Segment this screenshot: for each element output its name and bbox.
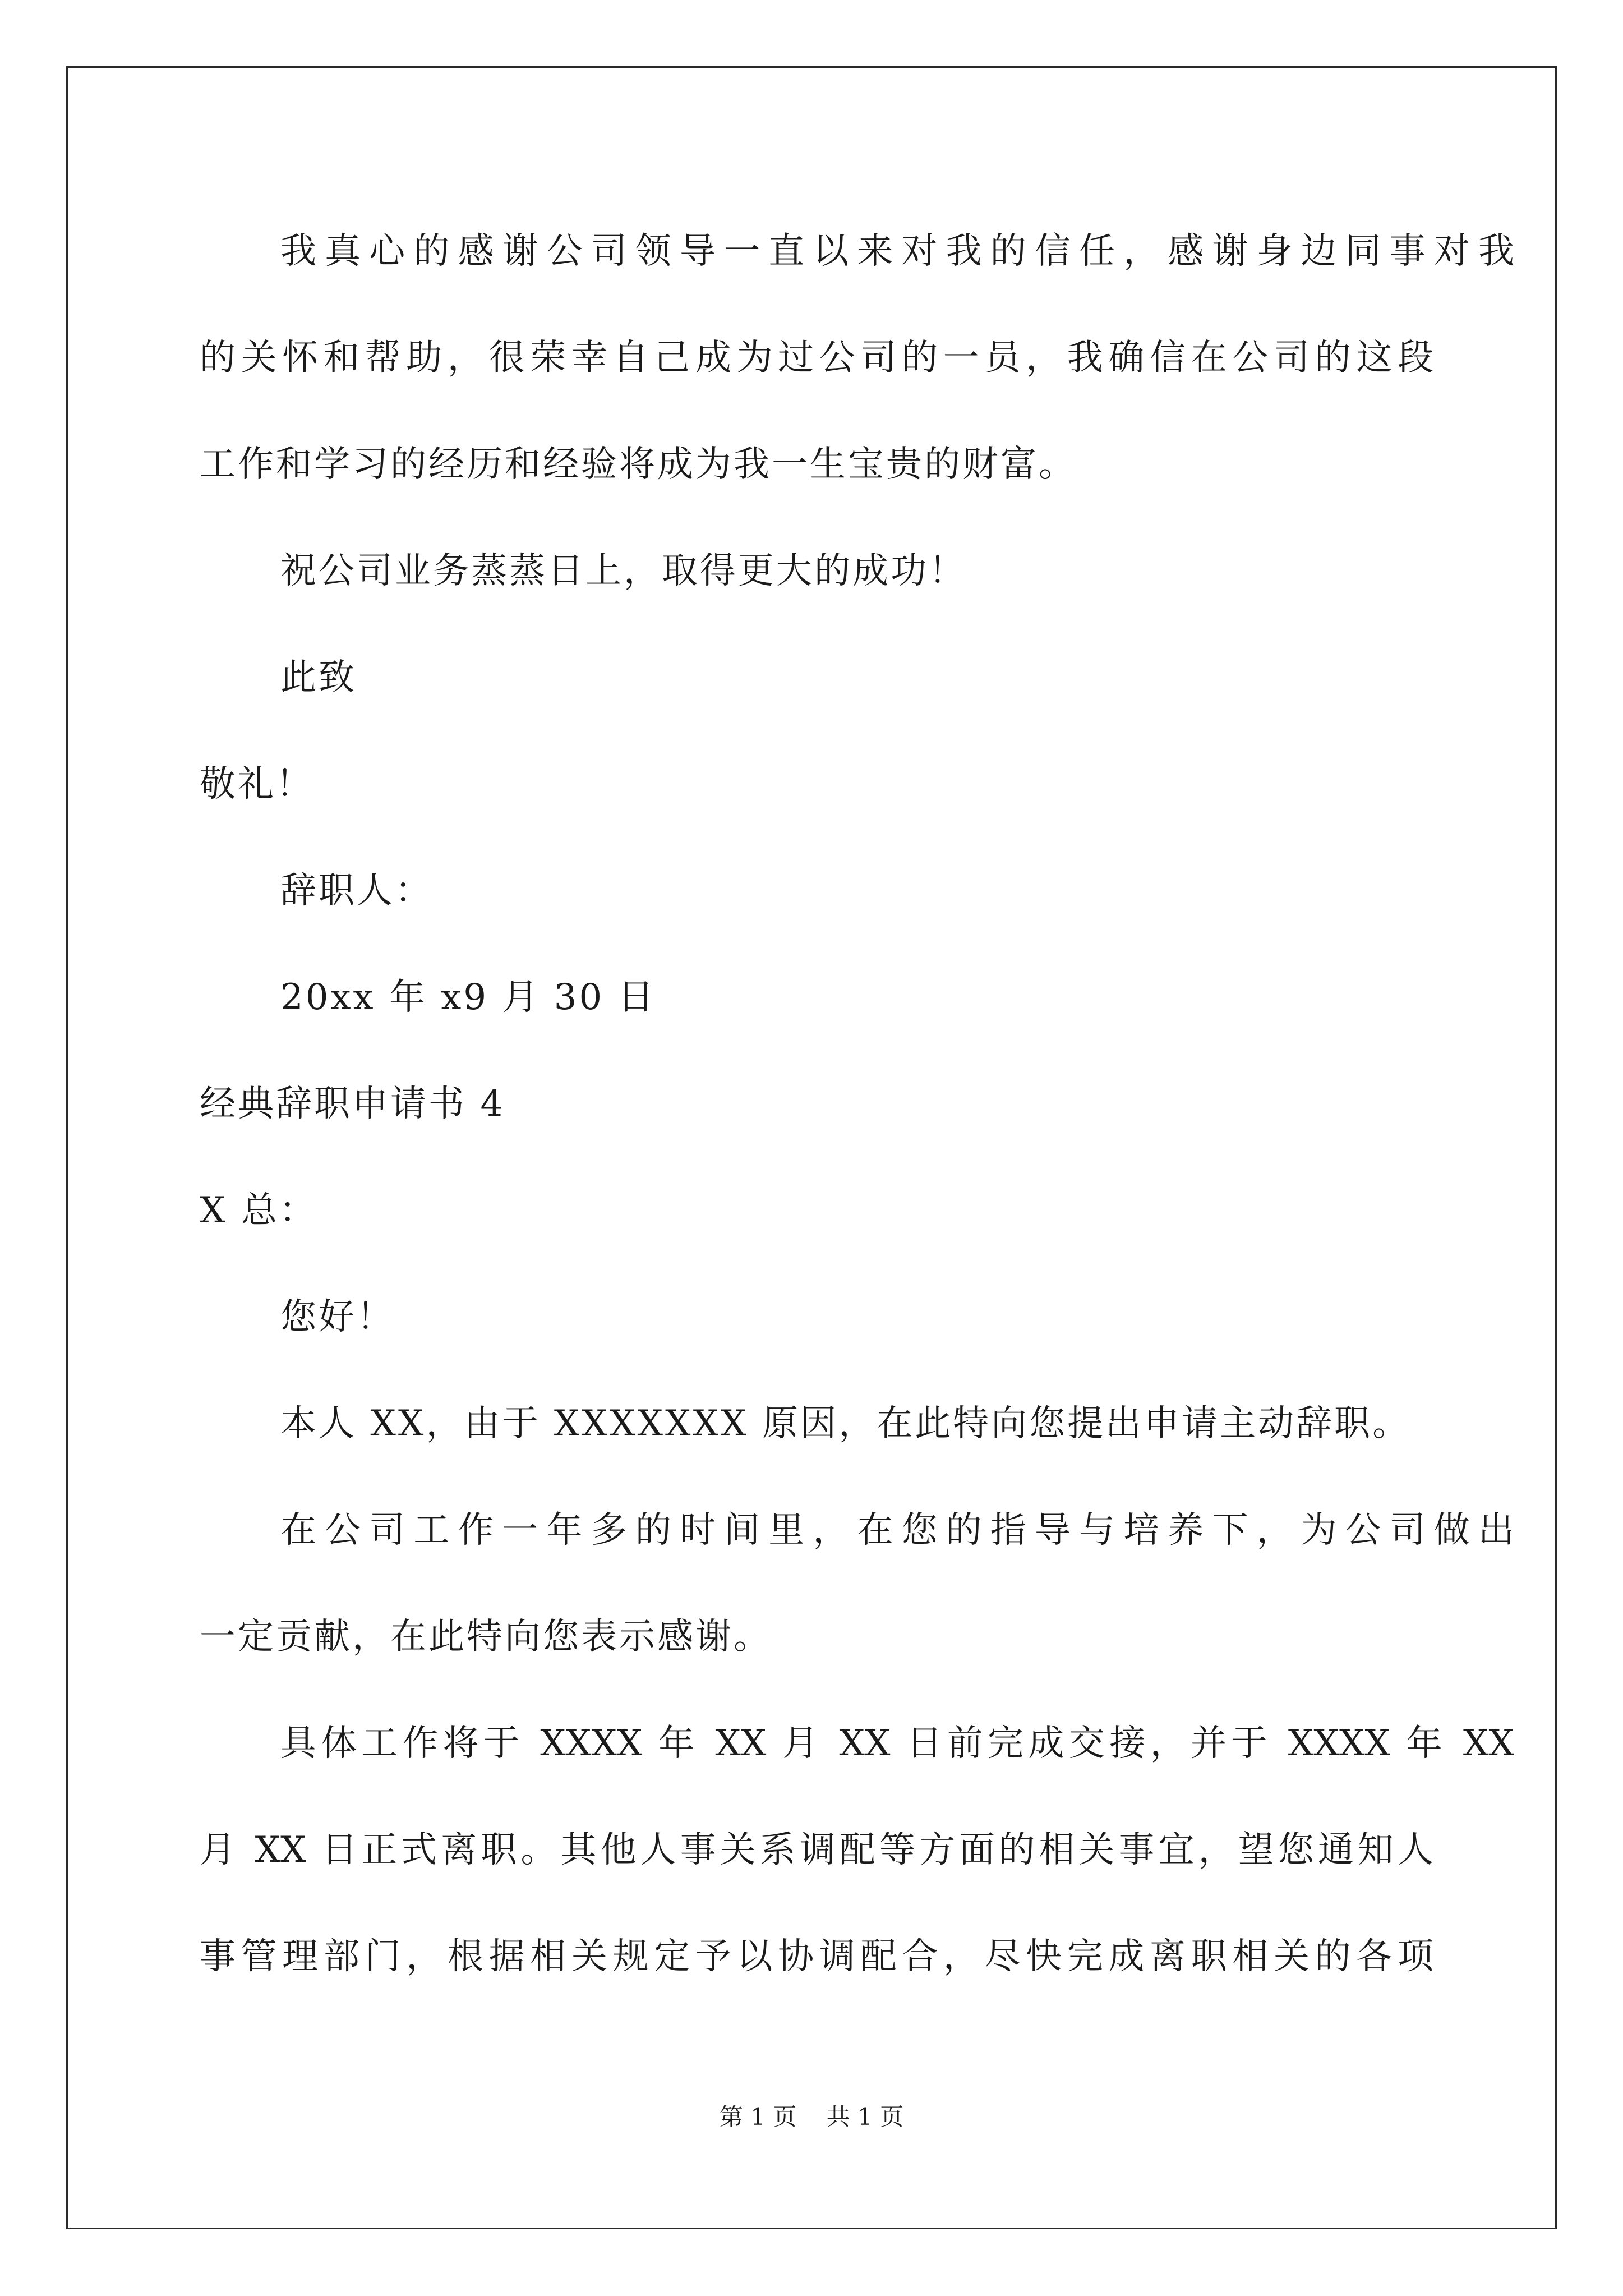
page-border bbox=[66, 66, 1557, 2229]
paragraph-line: 具体工作将于 XXXX 年 XX 月 XX 日前完成交接，并于 XXXX 年 XX bbox=[280, 1723, 1514, 1764]
salutation-line: 此致 bbox=[280, 657, 357, 698]
date-line: 20xx 年 x9 月 30 日 bbox=[280, 977, 656, 1018]
salutation-line: 敬礼！ bbox=[200, 763, 314, 805]
page-number-footer: 第 1 页 共 1 页 bbox=[719, 2103, 904, 2131]
paragraph-line: 工作和学习的经历和经验将成为我一生宝贵的财富。 bbox=[200, 444, 1077, 485]
paragraph-line: 祝公司业务蒸蒸日上，取得更大的成功！ bbox=[280, 550, 967, 592]
paragraph-line: 月 XX 日正式离职。其他人事关系调配等方面的相关事宜，望您通知人 bbox=[200, 1829, 1433, 1871]
greeting-line: 您好！ bbox=[280, 1296, 395, 1338]
section-heading: 经典辞职申请书 4 bbox=[200, 1083, 506, 1125]
paragraph-line: 事管理部门，根据相关规定予以协调配合，尽快完成离职相关的各项 bbox=[200, 1936, 1433, 1977]
signature-label: 辞职人： bbox=[280, 870, 433, 912]
paragraph-line: 的关怀和帮助，很荣幸自己成为过公司的一员，我确信在公司的这段 bbox=[200, 337, 1433, 379]
addressee-line: X 总： bbox=[200, 1190, 317, 1231]
paragraph-line: 我真心的感谢公司领导一直以来对我的信任，感谢身边同事对我 bbox=[280, 231, 1514, 272]
paragraph-line: 本人 XX，由于 XXXXXXX 原因，在此特向您提出申请主动辞职。 bbox=[280, 1403, 1411, 1444]
paragraph-line: 在公司工作一年多的时间里，在您的指导与培养下，为公司做出 bbox=[280, 1510, 1514, 1551]
paragraph-line: 一定贡献，在此特向您表示感谢。 bbox=[200, 1616, 772, 1658]
